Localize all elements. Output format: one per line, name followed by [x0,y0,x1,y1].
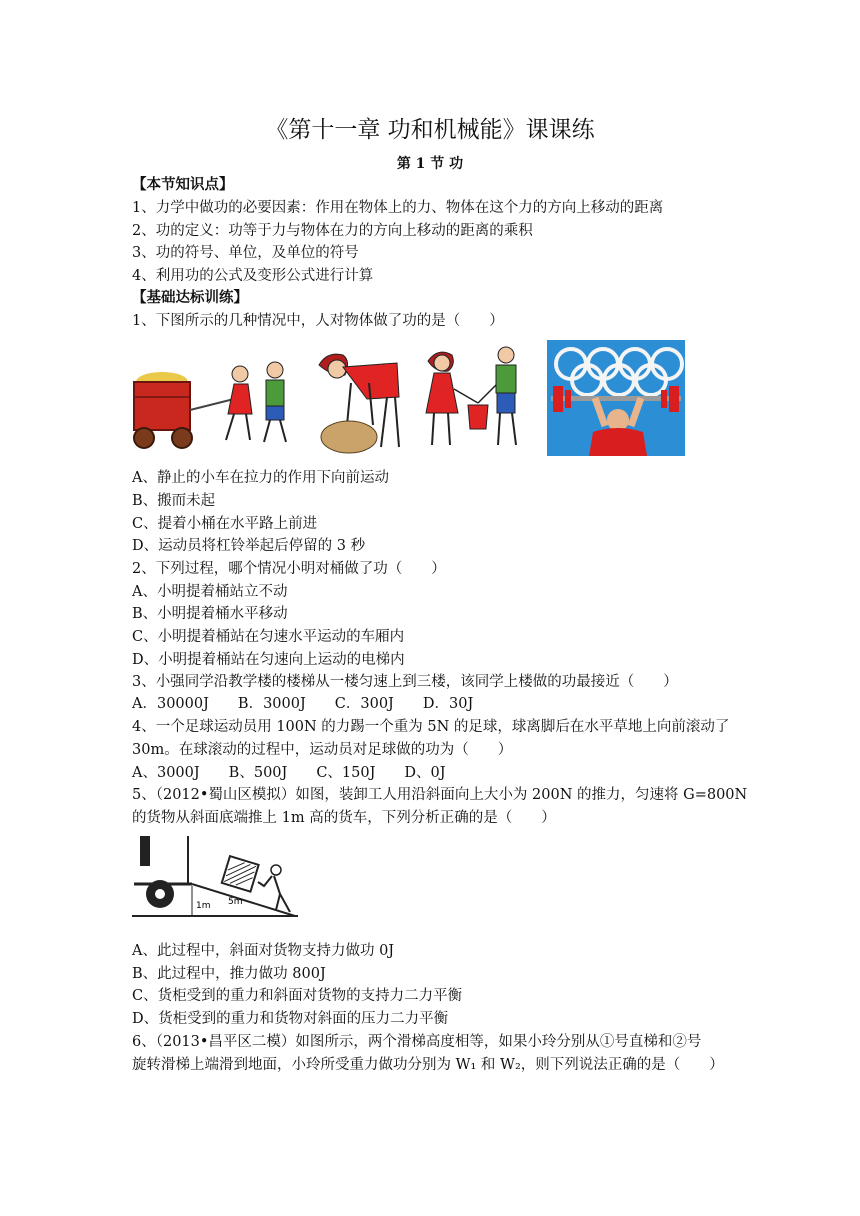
question-5-option: A、此过程中，斜面对货物支持力做功 0J [132,943,395,959]
question-5-option: C、货柜受到的重力和斜面对货物的支持力二力平衡 [132,988,463,1004]
question-2-option: B、小明提着桶水平移动 [132,606,288,622]
question-2-stem: 2、下列过程，哪个情况小明对桶做了功（ ） [132,561,446,577]
question-1-stem: 1、下图所示的几种情况中，人对物体做了功的是（ ） [132,313,504,329]
cart-pulling-figure [130,352,300,452]
height-label: 1m [196,901,211,911]
question-1-option: B、搬而未起 [132,493,216,509]
weightlifter-photo [547,340,685,456]
question-3-options: A．30000J B．3000J C．300J D．30J [132,696,474,712]
question-5-stem: 5、（2012•蜀山区模拟）如图，装卸工人用沿斜面向上大小为 200N 的推力，匀速将 G=800N [132,787,748,803]
question-2-option: A、小明提着桶站立不动 [132,584,288,600]
question-6-stem: 6、（2013•昌平区二模）如图所示，两个滑梯高度相等，如果小玲分别从①号直梯和②号 [132,1034,702,1050]
slope-label: 5m [228,897,243,907]
question-3-stem: 3、小强同学沿教学楼的楼梯从一楼匀速上到三楼，该同学上楼做的功最接近（ ） [132,674,678,690]
question-1-option: A、静止的小车在拉力的作用下向前运动 [132,470,389,486]
knowledge-heading: 【本节知识点】 [132,176,234,193]
question-1-option: D、运动员将杠铃举起后停留的 3 秒 [132,538,366,554]
question-4-stem: 4、一个足球运动员用 100N 的力踢一个重为 5N 的足球，球离脚后在水平草地上向前滚动了 [132,719,730,735]
knowledge-item: 3、功的符号、单位，及单位的符号 [132,245,359,261]
question-5-stem-cont: 的货物从斜面底端推上 1m 高的货车，下列分析正确的是（ ） [132,810,556,826]
question-6-stem-cont: 旋转滑梯上端滑到地面，小玲所受重力做功分别为 W₁ 和 W₂，则下列说法正确的是（ ） [132,1057,724,1073]
question-5-option: D、货柜受到的重力和货物对斜面的压力二力平衡 [132,1011,449,1027]
question-5-option: B、此过程中，推力做功 800J [132,966,326,982]
carrying-bucket-figure [418,345,528,455]
section-title: 第 1 节 功 [396,156,464,172]
question-2-option: D、小明提着桶站在匀速向上运动的电梯内 [132,652,405,668]
knowledge-item: 4、利用功的公式及变形公式进行计算 [132,268,374,284]
knowledge-item: 1、力学中做功的必要因素：作用在物体上的力、物体在这个力的方向上移动的距离 [132,200,664,216]
question-1-option: C、提着小桶在水平路上前进 [132,516,318,532]
question-2-option: C、小明提着桶站在匀速水平运动的车厢内 [132,629,405,645]
knowledge-item: 2、功的定义：功等于力与物体在力的方向上移动的距离的乘积 [132,223,533,239]
training-heading: 【基础达标训练】 [132,289,248,306]
lifting-sack-figure [307,347,407,455]
page-title: 《第十一章 功和机械能》课课练 [265,117,595,143]
inclined-plane-figure [130,834,300,930]
question-4-options: A、3000J B、500J C、150J D、0J [132,765,446,781]
question-4-stem-cont: 30m。在球滚动的过程中，运动员对足球做的功为（ ） [132,742,513,758]
